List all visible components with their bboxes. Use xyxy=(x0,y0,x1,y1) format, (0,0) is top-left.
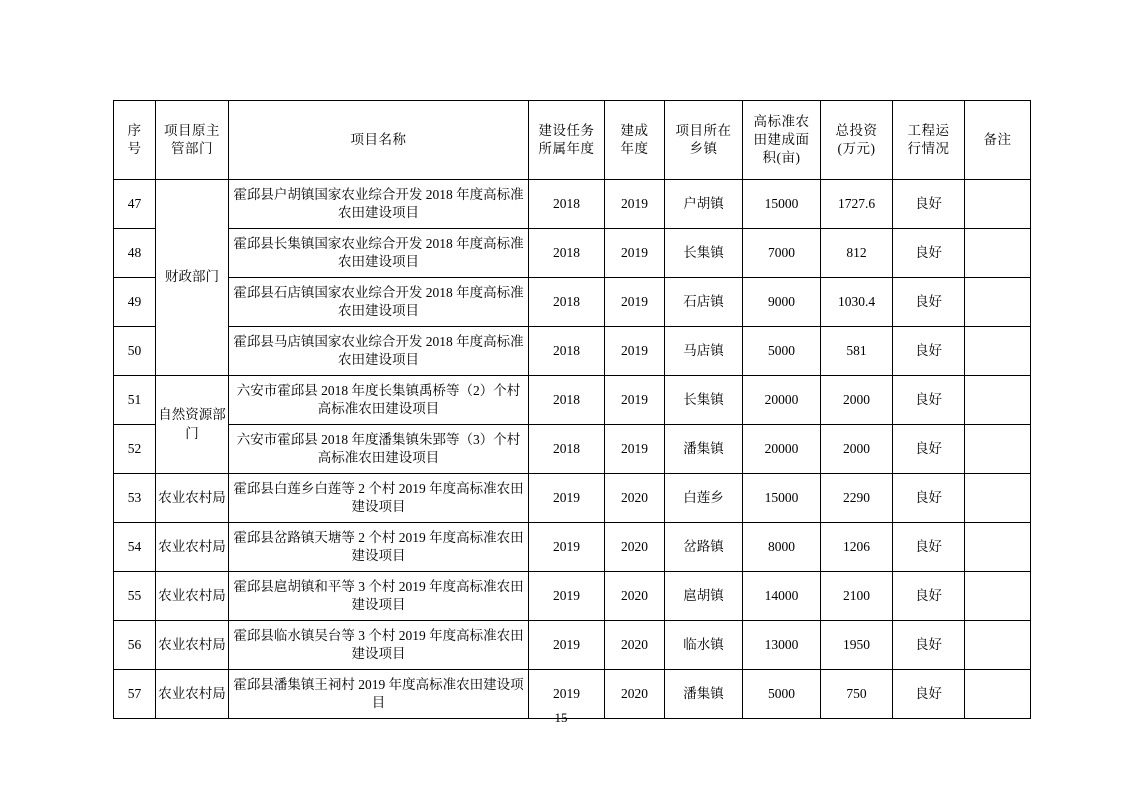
cell-completion-year: 2020 xyxy=(605,572,665,621)
cell-project-name: 霍邱县长集镇国家农业综合开发 2018 年度高标准农田建设项目 xyxy=(229,229,529,278)
header-line: 积(亩) xyxy=(762,150,801,166)
cell-project-name: 霍邱县岔路镇天塘等 2 个村 2019 年度高标准农田建设项目 xyxy=(229,523,529,572)
table-header-row xyxy=(114,101,1031,180)
cell-township: 临水镇 xyxy=(665,621,743,670)
project-table-container xyxy=(113,100,1010,719)
cell-township: 潘集镇 xyxy=(665,425,743,474)
cell-township: 长集镇 xyxy=(665,376,743,425)
table-body xyxy=(114,180,1031,719)
header-line: 所属年度 xyxy=(538,141,595,156)
header-line: 备注 xyxy=(983,131,1012,147)
table-row xyxy=(114,229,1031,278)
header-line: (万元) xyxy=(837,141,876,156)
cell-department: 自然资源部门 xyxy=(156,376,229,474)
cell-operation-status: 良好 xyxy=(893,229,965,278)
cell-completion-year: 2020 xyxy=(605,621,665,670)
cell-operation-status: 良好 xyxy=(893,572,965,621)
header-line: 行情况 xyxy=(907,141,950,156)
header-cell-dept xyxy=(156,101,229,180)
cell-total-investment: 2290 xyxy=(821,474,893,523)
cell-total-investment: 2000 xyxy=(821,376,893,425)
cell-farmland-area: 20000 xyxy=(743,425,821,474)
cell-completion-year: 2019 xyxy=(605,376,665,425)
header-line: 号 xyxy=(127,141,142,156)
cell-total-investment: 581 xyxy=(821,327,893,376)
table-header xyxy=(114,101,1031,180)
header-line: 序 xyxy=(127,122,142,138)
table-row xyxy=(114,180,1031,229)
cell-department: 农业农村局 xyxy=(156,572,229,621)
cell-total-investment: 1950 xyxy=(821,621,893,670)
cell-department: 财政部门 xyxy=(156,180,229,376)
cell-project-name: 霍邱县潘集镇王祠村 2019 年度高标准农田建设项目 xyxy=(229,670,529,719)
high-standard-farmland-project-table xyxy=(113,100,1031,719)
cell-sequence-number: 54 xyxy=(114,523,156,572)
header-line: 项目所在 xyxy=(675,122,732,138)
cell-sequence-number: 55 xyxy=(114,572,156,621)
header-line: 年度 xyxy=(620,141,649,156)
cell-project-name: 霍邱县户胡镇国家农业综合开发 2018 年度高标准农田建设项目 xyxy=(229,180,529,229)
cell-department: 农业农村局 xyxy=(156,523,229,572)
header-cell-invest xyxy=(821,101,893,180)
cell-project-name: 六安市霍邱县 2018 年度长集镇禹桥等（2）个村高标准农田建设项目 xyxy=(229,376,529,425)
header-line: 管部门 xyxy=(171,141,213,156)
cell-total-investment: 812 xyxy=(821,229,893,278)
cell-farmland-area: 15000 xyxy=(743,474,821,523)
cell-operation-status: 良好 xyxy=(893,670,965,719)
cell-farmland-area: 9000 xyxy=(743,278,821,327)
cell-completion-year: 2019 xyxy=(605,180,665,229)
cell-sequence-number: 51 xyxy=(114,376,156,425)
cell-operation-status: 良好 xyxy=(893,180,965,229)
header-line: 总投资 xyxy=(835,122,878,138)
cell-township: 扈胡镇 xyxy=(665,572,743,621)
header-cell-seq xyxy=(114,101,156,180)
cell-total-investment: 1206 xyxy=(821,523,893,572)
cell-remark xyxy=(965,327,1031,376)
cell-remark xyxy=(965,572,1031,621)
cell-project-name: 六安市霍邱县 2018 年度潘集镇朱郢等（3）个村高标准农田建设项目 xyxy=(229,425,529,474)
cell-total-investment: 1030.4 xyxy=(821,278,893,327)
cell-completion-year: 2019 xyxy=(605,278,665,327)
cell-task-year: 2019 xyxy=(529,523,605,572)
cell-sequence-number: 52 xyxy=(114,425,156,474)
cell-completion-year: 2020 xyxy=(605,670,665,719)
header-cell-town xyxy=(665,101,743,180)
header-line: 项目原主 xyxy=(164,122,220,138)
cell-task-year: 2018 xyxy=(529,425,605,474)
cell-township: 岔路镇 xyxy=(665,523,743,572)
cell-farmland-area: 15000 xyxy=(743,180,821,229)
cell-total-investment: 2000 xyxy=(821,425,893,474)
cell-project-name: 霍邱县马店镇国家农业综合开发 2018 年度高标准农田建设项目 xyxy=(229,327,529,376)
cell-project-name: 霍邱县白莲乡白莲等 2 个村 2019 年度高标准农田建设项目 xyxy=(229,474,529,523)
cell-township: 马店镇 xyxy=(665,327,743,376)
cell-farmland-area: 5000 xyxy=(743,670,821,719)
cell-remark xyxy=(965,425,1031,474)
header-cell-name xyxy=(229,101,529,180)
cell-total-investment: 1727.6 xyxy=(821,180,893,229)
cell-remark xyxy=(965,180,1031,229)
table-row xyxy=(114,621,1031,670)
header-line: 田建成面 xyxy=(753,131,810,147)
cell-completion-year: 2020 xyxy=(605,474,665,523)
cell-township: 石店镇 xyxy=(665,278,743,327)
header-cell-done-year xyxy=(605,101,665,180)
header-line: 高标准农 xyxy=(753,113,810,129)
cell-sequence-number: 49 xyxy=(114,278,156,327)
cell-farmland-area: 13000 xyxy=(743,621,821,670)
cell-operation-status: 良好 xyxy=(893,425,965,474)
cell-sequence-number: 50 xyxy=(114,327,156,376)
cell-project-name: 霍邱县石店镇国家农业综合开发 2018 年度高标准农田建设项目 xyxy=(229,278,529,327)
cell-total-investment: 2100 xyxy=(821,572,893,621)
cell-sequence-number: 48 xyxy=(114,229,156,278)
cell-remark xyxy=(965,229,1031,278)
cell-task-year: 2018 xyxy=(529,327,605,376)
cell-task-year: 2019 xyxy=(529,621,605,670)
table-row xyxy=(114,523,1031,572)
cell-total-investment: 750 xyxy=(821,670,893,719)
cell-township: 长集镇 xyxy=(665,229,743,278)
cell-project-name: 霍邱县扈胡镇和平等 3 个村 2019 年度高标准农田建设项目 xyxy=(229,572,529,621)
cell-sequence-number: 53 xyxy=(114,474,156,523)
cell-farmland-area: 5000 xyxy=(743,327,821,376)
cell-operation-status: 良好 xyxy=(893,278,965,327)
cell-farmland-area: 8000 xyxy=(743,523,821,572)
page-number: 15 xyxy=(554,710,568,725)
cell-remark xyxy=(965,621,1031,670)
cell-task-year: 2018 xyxy=(529,376,605,425)
table-row xyxy=(114,376,1031,425)
cell-township: 户胡镇 xyxy=(665,180,743,229)
header-line: 乡镇 xyxy=(689,141,718,156)
table-row xyxy=(114,425,1031,474)
cell-remark xyxy=(965,523,1031,572)
cell-remark xyxy=(965,278,1031,327)
header-cell-remark xyxy=(965,101,1031,180)
cell-completion-year: 2019 xyxy=(605,425,665,474)
cell-department: 农业农村局 xyxy=(156,621,229,670)
header-cell-area xyxy=(743,101,821,180)
cell-project-name: 霍邱县临水镇吴台等 3 个村 2019 年度高标准农田建设项目 xyxy=(229,621,529,670)
cell-township: 潘集镇 xyxy=(665,670,743,719)
cell-operation-status: 良好 xyxy=(893,327,965,376)
cell-operation-status: 良好 xyxy=(893,621,965,670)
header-cell-status xyxy=(893,101,965,180)
cell-sequence-number: 56 xyxy=(114,621,156,670)
table-row xyxy=(114,572,1031,621)
header-line: 工程运 xyxy=(907,122,950,138)
header-line: 项目名称 xyxy=(350,131,407,147)
cell-task-year: 2018 xyxy=(529,278,605,327)
cell-department: 农业农村局 xyxy=(156,474,229,523)
cell-township: 白莲乡 xyxy=(665,474,743,523)
cell-completion-year: 2020 xyxy=(605,523,665,572)
cell-remark xyxy=(965,474,1031,523)
cell-farmland-area: 20000 xyxy=(743,376,821,425)
header-cell-task-year xyxy=(529,101,605,180)
cell-completion-year: 2019 xyxy=(605,229,665,278)
cell-farmland-area: 7000 xyxy=(743,229,821,278)
cell-task-year: 2019 xyxy=(529,572,605,621)
table-row xyxy=(114,278,1031,327)
cell-sequence-number: 57 xyxy=(114,670,156,719)
table-row xyxy=(114,327,1031,376)
cell-completion-year: 2019 xyxy=(605,327,665,376)
cell-operation-status: 良好 xyxy=(893,376,965,425)
cell-task-year: 2019 xyxy=(529,474,605,523)
header-line: 建设任务 xyxy=(538,122,595,138)
cell-remark xyxy=(965,376,1031,425)
cell-task-year: 2018 xyxy=(529,180,605,229)
cell-department: 农业农村局 xyxy=(156,670,229,719)
cell-farmland-area: 14000 xyxy=(743,572,821,621)
cell-task-year: 2019 xyxy=(529,670,605,719)
table-row xyxy=(114,474,1031,523)
header-line: 建成 xyxy=(620,122,649,138)
cell-operation-status: 良好 xyxy=(893,523,965,572)
cell-task-year: 2018 xyxy=(529,229,605,278)
cell-operation-status: 良好 xyxy=(893,474,965,523)
cell-sequence-number: 47 xyxy=(114,180,156,229)
